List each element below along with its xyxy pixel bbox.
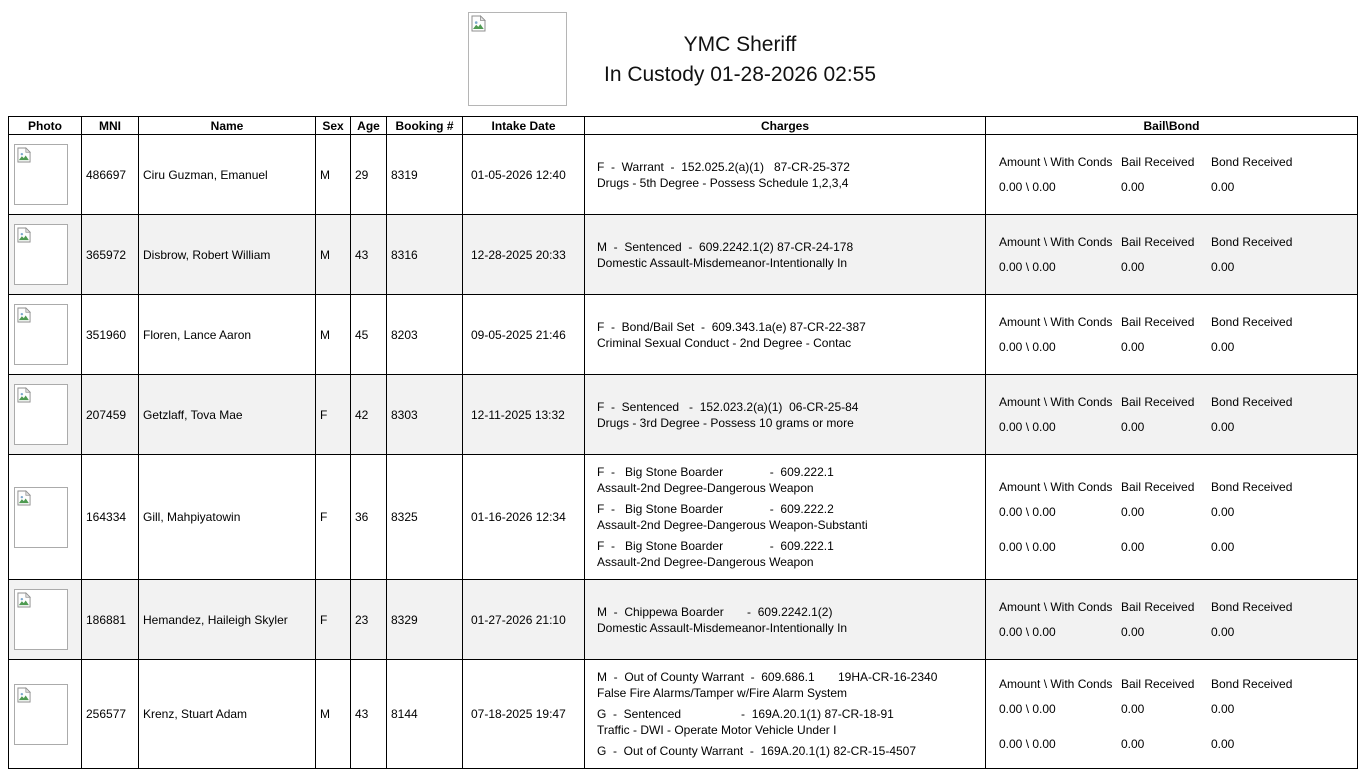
charge-description-line: Domestic Assault-Misdemeanor-Intentionally In bbox=[597, 620, 848, 635]
bond-received-value: 0.00 bbox=[1211, 504, 1235, 519]
cell-photo bbox=[9, 580, 82, 660]
broken-image-icon bbox=[17, 592, 31, 608]
column-header-charges: Charges bbox=[585, 117, 986, 135]
bond-received-value: 0.00 bbox=[1211, 419, 1235, 434]
cell-booking-number: 8319 bbox=[387, 135, 463, 215]
cell-sex: M bbox=[316, 215, 351, 295]
charge-statute-line: F - Big Stone Boarder - 609.222.2 bbox=[597, 502, 834, 516]
cell-sex: F bbox=[316, 455, 351, 580]
bail-header-row bbox=[988, 395, 1355, 410]
charge-statute-line: F - Sentenced - 152.023.2(a)(1) 06-CR-25-84 bbox=[597, 399, 859, 414]
charge-description-line: Assault-2nd Degree-Dangerous Weapon bbox=[597, 555, 814, 569]
bail-amount-value: 0.00 \ 0.00 bbox=[999, 736, 1056, 751]
charge-entry bbox=[597, 743, 983, 759]
cell-charges bbox=[585, 135, 986, 215]
cell-age: 45 bbox=[351, 295, 387, 375]
bail-values-row bbox=[988, 180, 1355, 195]
table-row bbox=[9, 455, 1358, 580]
cell-booking-number: 8325 bbox=[387, 455, 463, 580]
roster-table bbox=[8, 116, 1358, 769]
charge-description-line: Assault-2nd Degree-Dangerous Weapon-Substanti bbox=[597, 518, 868, 532]
charge-entry bbox=[597, 319, 983, 351]
charge-entry bbox=[597, 399, 983, 431]
photo-placeholder bbox=[14, 224, 68, 285]
table-row bbox=[9, 375, 1358, 455]
cell-booking-number: 8203 bbox=[387, 295, 463, 375]
bail-values-row bbox=[988, 737, 1355, 752]
bail-received-value: 0.00 bbox=[1121, 539, 1145, 554]
bond-received-label: Bond Received bbox=[1211, 234, 1293, 249]
charge-statute-line: F - Big Stone Boarder - 609.222.1 bbox=[597, 539, 834, 553]
cell-sex: M bbox=[316, 660, 351, 769]
table-header-row bbox=[9, 117, 1358, 135]
bail-amount-value: 0.00 \ 0.00 bbox=[999, 701, 1056, 716]
charge-entry bbox=[597, 669, 983, 701]
cell-charges bbox=[585, 375, 986, 455]
page-title: YMC Sheriff bbox=[683, 33, 797, 56]
cell-age: 42 bbox=[351, 375, 387, 455]
cell-bail-bond bbox=[986, 375, 1358, 455]
cell-intake-date: 12-28-2025 20:33 bbox=[463, 215, 585, 295]
column-header-sex: Sex bbox=[316, 117, 351, 135]
bail-amount-label: Amount \ With Conds bbox=[999, 479, 1113, 494]
charge-entry bbox=[597, 464, 983, 496]
column-header-age: Age bbox=[351, 117, 387, 135]
bond-received-value: 0.00 bbox=[1211, 736, 1235, 751]
bail-values-row bbox=[988, 625, 1355, 640]
bail-header-row bbox=[988, 480, 1355, 495]
charge-entry bbox=[597, 538, 983, 570]
photo-placeholder bbox=[14, 304, 68, 365]
column-header-booking: Booking # bbox=[387, 117, 463, 135]
broken-image-icon bbox=[17, 387, 31, 403]
column-header-intake: Intake Date bbox=[463, 117, 585, 135]
cell-name: Floren, Lance Aaron bbox=[139, 295, 316, 375]
bail-amount-label: Amount \ With Conds bbox=[999, 314, 1113, 329]
bail-values-row bbox=[988, 505, 1355, 520]
cell-intake-date: 01-05-2026 12:40 bbox=[463, 135, 585, 215]
cell-charges bbox=[585, 580, 986, 660]
cell-sex: M bbox=[316, 135, 351, 215]
cell-charges bbox=[585, 215, 986, 295]
charge-statute-line: F - Big Stone Boarder - 609.222.1 bbox=[597, 465, 834, 479]
charge-description-line: False Fire Alarms/Tamper w/Fire Alarm System bbox=[597, 686, 848, 700]
cell-intake-date: 12-11-2025 13:32 bbox=[463, 375, 585, 455]
cell-name: Hemandez, Haileigh Skyler bbox=[139, 580, 316, 660]
bail-received-value: 0.00 bbox=[1121, 419, 1145, 434]
bail-header-row bbox=[988, 677, 1355, 692]
cell-mni: 164334 bbox=[82, 455, 139, 580]
bail-received-label: Bail Received bbox=[1121, 234, 1195, 249]
charge-statute-line: G - Sentenced - 169A.20.1(1) 87-CR-18-91 bbox=[597, 707, 894, 721]
report-title-block bbox=[520, 30, 960, 90]
bail-received-value: 0.00 bbox=[1121, 339, 1145, 354]
cell-mni: 186881 bbox=[82, 580, 139, 660]
charge-description-line: Domestic Assault-Misdemeanor-Intentionally In bbox=[597, 255, 848, 270]
cell-photo bbox=[9, 215, 82, 295]
charge-entry bbox=[597, 159, 983, 191]
charge-entry bbox=[597, 604, 983, 636]
broken-image-icon bbox=[17, 227, 31, 243]
bond-received-value: 0.00 bbox=[1211, 701, 1235, 716]
cell-photo bbox=[9, 295, 82, 375]
cell-sex: F bbox=[316, 375, 351, 455]
broken-image-icon bbox=[17, 147, 31, 163]
roster-table-body bbox=[9, 135, 1358, 769]
column-header-photo: Photo bbox=[9, 117, 82, 135]
bail-values-row bbox=[988, 702, 1355, 717]
bail-values-row bbox=[988, 420, 1355, 435]
table-row bbox=[9, 580, 1358, 660]
broken-image-icon bbox=[471, 15, 486, 32]
cell-charges bbox=[585, 295, 986, 375]
photo-placeholder bbox=[14, 589, 68, 650]
column-header-bailbond: Bail\Bond bbox=[986, 117, 1358, 135]
bail-received-value: 0.00 bbox=[1121, 701, 1145, 716]
bail-amount-label: Amount \ With Conds bbox=[999, 394, 1113, 409]
bail-header-row bbox=[988, 315, 1355, 330]
table-row bbox=[9, 215, 1358, 295]
cell-intake-date: 01-27-2026 21:10 bbox=[463, 580, 585, 660]
report-header bbox=[0, 0, 1366, 116]
cell-booking-number: 8329 bbox=[387, 580, 463, 660]
bail-received-label: Bail Received bbox=[1121, 154, 1195, 169]
charge-description-line: Assault-2nd Degree-Dangerous Weapon bbox=[597, 481, 814, 495]
photo-placeholder bbox=[14, 144, 68, 205]
charge-statute-line: M - Chippewa Boarder - 609.2242.1(2) bbox=[597, 604, 833, 619]
cell-bail-bond bbox=[986, 455, 1358, 580]
cell-photo bbox=[9, 455, 82, 580]
bail-amount-value: 0.00 \ 0.00 bbox=[999, 339, 1056, 354]
charge-description-line: Criminal Sexual Conduct - 2nd Degree - Contac bbox=[597, 335, 852, 350]
cell-name: Gill, Mahpiyatowin bbox=[139, 455, 316, 580]
bail-amount-label: Amount \ With Conds bbox=[999, 599, 1113, 614]
bail-amount-label: Amount \ With Conds bbox=[999, 154, 1113, 169]
bail-received-value: 0.00 bbox=[1121, 736, 1145, 751]
bail-amount-value: 0.00 \ 0.00 bbox=[999, 259, 1056, 274]
bond-received-value: 0.00 bbox=[1211, 624, 1235, 639]
cell-intake-date: 01-16-2026 12:34 bbox=[463, 455, 585, 580]
bond-received-label: Bond Received bbox=[1211, 394, 1293, 409]
table-row bbox=[9, 135, 1358, 215]
column-header-name: Name bbox=[139, 117, 316, 135]
cell-age: 23 bbox=[351, 580, 387, 660]
cell-intake-date: 09-05-2025 21:46 bbox=[463, 295, 585, 375]
charge-statute-line: F - Warrant - 152.025.2(a)(1) 87-CR-25-372 bbox=[597, 159, 850, 174]
cell-name: Disbrow, Robert William bbox=[139, 215, 316, 295]
cell-age: 43 bbox=[351, 660, 387, 769]
photo-placeholder bbox=[14, 684, 68, 745]
cell-sex: M bbox=[316, 295, 351, 375]
bail-received-value: 0.00 bbox=[1121, 624, 1145, 639]
bond-received-value: 0.00 bbox=[1211, 339, 1235, 354]
table-row bbox=[9, 660, 1358, 769]
bail-received-label: Bail Received bbox=[1121, 599, 1195, 614]
bail-amount-value: 0.00 \ 0.00 bbox=[999, 504, 1056, 519]
bond-received-label: Bond Received bbox=[1211, 479, 1293, 494]
bail-amount-value: 0.00 \ 0.00 bbox=[999, 624, 1056, 639]
cell-intake-date: 07-18-2025 19:47 bbox=[463, 660, 585, 769]
bail-received-label: Bail Received bbox=[1121, 394, 1195, 409]
bond-received-label: Bond Received bbox=[1211, 314, 1293, 329]
cell-bail-bond bbox=[986, 215, 1358, 295]
charge-statute-line: M - Sentenced - 609.2242.1(2) 87-CR-24-178 bbox=[597, 239, 854, 254]
bond-received-label: Bond Received bbox=[1211, 676, 1293, 691]
bail-received-label: Bail Received bbox=[1121, 479, 1195, 494]
cell-name: Ciru Guzman, Emanuel bbox=[139, 135, 316, 215]
cell-mni: 351960 bbox=[82, 295, 139, 375]
bail-amount-value: 0.00 \ 0.00 bbox=[999, 179, 1056, 194]
charge-entry bbox=[597, 706, 983, 738]
bail-amount-label: Amount \ With Conds bbox=[999, 234, 1113, 249]
charge-statute-line: F - Bond/Bail Set - 609.343.1a(e) 87-CR-22-387 bbox=[597, 319, 866, 334]
cell-sex: F bbox=[316, 580, 351, 660]
cell-mni: 365972 bbox=[82, 215, 139, 295]
bond-received-label: Bond Received bbox=[1211, 599, 1293, 614]
cell-photo bbox=[9, 660, 82, 769]
bail-header-row bbox=[988, 155, 1355, 170]
bail-values-row bbox=[988, 540, 1355, 555]
column-header-mni: MNI bbox=[82, 117, 139, 135]
cell-mni: 486697 bbox=[82, 135, 139, 215]
broken-image-icon bbox=[17, 307, 31, 323]
bail-amount-value: 0.00 \ 0.00 bbox=[999, 419, 1056, 434]
bond-received-label: Bond Received bbox=[1211, 154, 1293, 169]
cell-booking-number: 8303 bbox=[387, 375, 463, 455]
bail-amount-value: 0.00 \ 0.00 bbox=[999, 539, 1056, 554]
photo-placeholder bbox=[14, 487, 68, 548]
bond-received-value: 0.00 bbox=[1211, 179, 1235, 194]
bail-amount-label: Amount \ With Conds bbox=[999, 676, 1113, 691]
bail-received-label: Bail Received bbox=[1121, 676, 1195, 691]
cell-booking-number: 8316 bbox=[387, 215, 463, 295]
broken-image-icon bbox=[17, 490, 31, 506]
cell-bail-bond bbox=[986, 660, 1358, 769]
table-row bbox=[9, 295, 1358, 375]
charge-description-line: Traffic - DWI - Operate Motor Vehicle Under I bbox=[597, 723, 837, 737]
charge-entry bbox=[597, 501, 983, 533]
bail-received-value: 0.00 bbox=[1121, 259, 1145, 274]
cell-bail-bond bbox=[986, 135, 1358, 215]
bail-values-row bbox=[988, 260, 1355, 275]
report-subtitle: In Custody 01-28-2026 02:55 bbox=[603, 63, 877, 86]
charge-entry bbox=[597, 239, 983, 271]
cell-charges bbox=[585, 660, 986, 769]
charge-statute-line: G - Out of County Warrant - 169A.20.1(1) 82-CR-15-4507 bbox=[597, 744, 917, 758]
bail-header-row bbox=[988, 600, 1355, 615]
charge-statute-line: M - Out of County Warrant - 609.686.1 19HA-CR-16-2340 bbox=[597, 670, 938, 684]
cell-name: Getzlaff, Tova Mae bbox=[139, 375, 316, 455]
cell-booking-number: 8144 bbox=[387, 660, 463, 769]
cell-age: 36 bbox=[351, 455, 387, 580]
charge-description-line: Drugs - 5th Degree - Possess Schedule 1,2,3,4 bbox=[597, 175, 849, 190]
bail-received-value: 0.00 bbox=[1121, 179, 1145, 194]
cell-age: 43 bbox=[351, 215, 387, 295]
cell-mni: 207459 bbox=[82, 375, 139, 455]
bail-values-row bbox=[988, 340, 1355, 355]
cell-photo bbox=[9, 375, 82, 455]
charge-description-line: Drugs - 3rd Degree - Possess 10 grams or more bbox=[597, 415, 854, 430]
bail-received-label: Bail Received bbox=[1121, 314, 1195, 329]
cell-age: 29 bbox=[351, 135, 387, 215]
bond-received-value: 0.00 bbox=[1211, 539, 1235, 554]
cell-mni: 256577 bbox=[82, 660, 139, 769]
bail-header-row bbox=[988, 235, 1355, 250]
cell-charges bbox=[585, 455, 986, 580]
cell-photo bbox=[9, 135, 82, 215]
broken-image-icon bbox=[17, 687, 31, 703]
cell-bail-bond bbox=[986, 580, 1358, 660]
cell-name: Krenz, Stuart Adam bbox=[139, 660, 316, 769]
bond-received-value: 0.00 bbox=[1211, 259, 1235, 274]
cell-bail-bond bbox=[986, 295, 1358, 375]
photo-placeholder bbox=[14, 384, 68, 445]
bail-received-value: 0.00 bbox=[1121, 504, 1145, 519]
